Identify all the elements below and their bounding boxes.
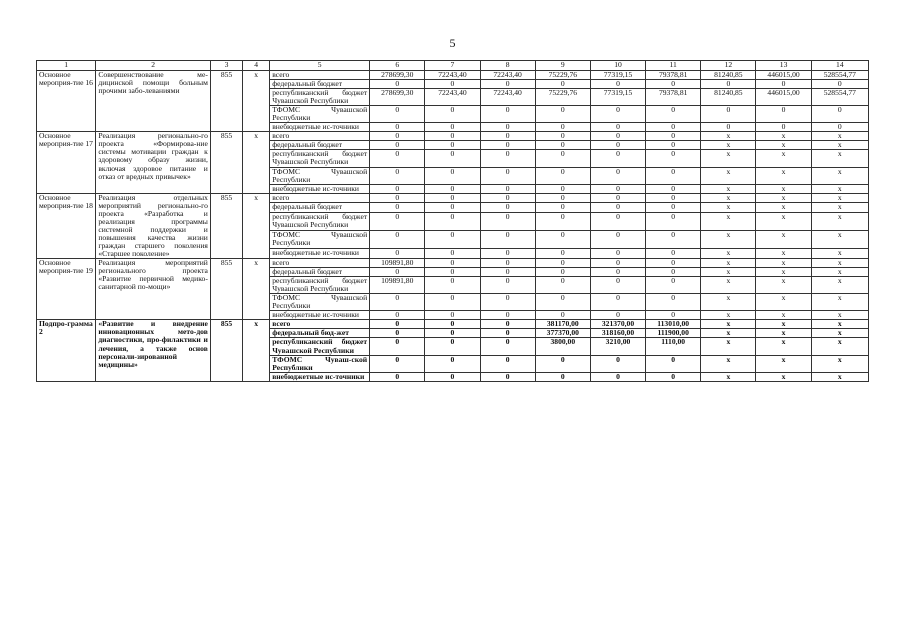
x-mark-cell: х (243, 71, 270, 132)
amount-cell: х (756, 311, 811, 320)
column-number-cell: 5 (270, 61, 370, 71)
amount-cell: 0 (590, 193, 645, 203)
amount-cell: 0 (370, 106, 425, 123)
funding-source-cell: всего (270, 320, 370, 329)
amount-cell: 0 (646, 311, 701, 320)
amount-cell: 0 (425, 277, 480, 294)
amount-cell: 318160,00 (590, 329, 645, 338)
amount-cell: х (811, 231, 868, 249)
amount-cell: х (756, 249, 811, 259)
amount-cell: 0 (756, 123, 811, 132)
column-number-cell: 14 (811, 61, 868, 71)
amount-cell: х (756, 184, 811, 193)
amount-cell: 0 (370, 212, 425, 230)
amount-cell: х (756, 329, 811, 338)
amount-cell: 0 (370, 338, 425, 355)
amount-cell: 0 (370, 355, 425, 372)
amount-cell: х (756, 355, 811, 372)
amount-cell: х (811, 249, 868, 259)
amount-cell: 0 (480, 150, 535, 167)
amount-cell: 0 (370, 294, 425, 311)
amount-cell: 0 (370, 193, 425, 203)
funding-source-cell: федеральный бюджет (270, 203, 370, 213)
amount-cell: х (811, 184, 868, 193)
amount-cell: 0 (590, 203, 645, 213)
amount-cell: х (756, 203, 811, 213)
amount-cell: 377370,00 (535, 329, 590, 338)
event-title-cell: Реализация регионально-го проекта «Формирова-ние системы мотивации граждан к здоровому образу жизни, включая здоровое питание и отказ от вредных привычек» (96, 132, 211, 193)
amount-cell: 0 (590, 268, 645, 277)
amount-cell: 0 (590, 311, 645, 320)
amount-cell: х (701, 141, 756, 150)
amount-cell: х (701, 294, 756, 311)
amount-cell: 0 (480, 212, 535, 230)
amount-cell: 0 (370, 249, 425, 259)
x-mark-cell: х (243, 132, 270, 193)
amount-cell: 0 (701, 80, 756, 89)
grbs-code-cell: 855 (210, 71, 242, 132)
amount-cell: 0 (646, 132, 701, 141)
amount-cell: 0 (370, 329, 425, 338)
amount-cell: 0 (425, 311, 480, 320)
amount-cell: 0 (425, 150, 480, 167)
funding-source-cell: внебюджетные ис-точники (270, 249, 370, 259)
amount-cell: 0 (535, 212, 590, 230)
amount-cell: х (701, 277, 756, 294)
amount-cell: 0 (535, 355, 590, 372)
amount-cell: х (701, 259, 756, 268)
funding-source-cell: внебюджетные ис-точники (270, 311, 370, 320)
amount-cell: 0 (646, 231, 701, 249)
grbs-code-cell: 855 (210, 193, 242, 258)
event-code-cell: Основное мероприя-тие 19 (37, 259, 96, 320)
amount-cell: 0 (590, 150, 645, 167)
column-number-header (37, 61, 869, 71)
funding-source-cell: ТФОМС Чуваш-ской Республики (270, 355, 370, 372)
funding-source-cell: внебюджетные ис-точники (270, 372, 370, 381)
amount-cell: х (701, 329, 756, 338)
amount-cell: 0 (756, 106, 811, 123)
table-row (37, 71, 869, 80)
amount-cell: 0 (811, 80, 868, 89)
amount-cell: 3210,00 (590, 338, 645, 355)
amount-cell: х (811, 141, 868, 150)
funding-source-cell: ТФОМС Чувашской Республики (270, 231, 370, 249)
amount-cell: 0 (480, 193, 535, 203)
amount-cell: х (701, 355, 756, 372)
amount-cell: х (756, 193, 811, 203)
grbs-code-cell: 855 (210, 132, 242, 193)
column-number-cell: 11 (646, 61, 701, 71)
amount-cell: х (811, 193, 868, 203)
amount-cell: 0 (590, 294, 645, 311)
event-code-cell: Подпро-грамма 2 (37, 320, 96, 381)
amount-cell: 0 (425, 231, 480, 249)
column-number-cell: 9 (535, 61, 590, 71)
amount-cell: х (811, 167, 868, 184)
amount-cell: 0 (370, 184, 425, 193)
amount-cell: 0 (425, 203, 480, 213)
amount-cell: 0 (701, 123, 756, 132)
amount-cell: 446015,00 (756, 71, 811, 80)
amount-cell: х (756, 294, 811, 311)
column-number-cell: 8 (480, 61, 535, 71)
amount-cell: 0 (425, 167, 480, 184)
amount-cell: 0 (535, 80, 590, 89)
table-row (37, 320, 869, 329)
amount-cell: х (811, 372, 868, 381)
amount-cell: 0 (480, 203, 535, 213)
amount-cell: х (756, 231, 811, 249)
amount-cell: 0 (646, 167, 701, 184)
event-title-cell: Реализация отдельных мероприятий регионально-го проекта «Разработка и реализация программы системной поддержки и повышения качества жизни граждан старшего поколения «Старшее поколение» (96, 193, 211, 258)
event-title-cell: Совершенствование ме-дицинской помощи больным прочими забо-леваниями (96, 71, 211, 132)
column-number-cell: 3 (210, 61, 242, 71)
amount-cell: 0 (535, 123, 590, 132)
amount-cell: 528554,77 (811, 89, 868, 106)
amount-cell: 0 (480, 167, 535, 184)
grbs-code-cell: 855 (210, 320, 242, 381)
amount-cell: х (811, 338, 868, 355)
amount-cell: 0 (646, 80, 701, 89)
column-number-cell: 12 (701, 61, 756, 71)
amount-cell: 0 (535, 311, 590, 320)
amount-cell: 72243,40 (425, 71, 480, 80)
amount-cell: х (701, 231, 756, 249)
amount-cell: 0 (480, 311, 535, 320)
amount-cell: 72243,40 (480, 71, 535, 80)
amount-cell: х (811, 320, 868, 329)
amount-cell: 0 (535, 203, 590, 213)
amount-cell: 0 (370, 167, 425, 184)
amount-cell: 0 (535, 372, 590, 381)
amount-cell: 0 (646, 212, 701, 230)
page-number: 5 (449, 36, 456, 50)
amount-cell: х (756, 277, 811, 294)
amount-cell: 0 (480, 277, 535, 294)
amount-cell: 0 (535, 277, 590, 294)
funding-source-cell: всего (270, 193, 370, 203)
amount-cell: 0 (646, 106, 701, 123)
amount-cell: х (756, 167, 811, 184)
amount-cell: 0 (480, 141, 535, 150)
amount-cell: 0 (646, 193, 701, 203)
amount-cell: х (811, 277, 868, 294)
amount-cell: 381170,00 (535, 320, 590, 329)
amount-cell: 1110,00 (646, 338, 701, 355)
amount-cell: 0 (811, 123, 868, 132)
amount-cell: х (756, 268, 811, 277)
amount-cell: х (756, 320, 811, 329)
event-code-cell: Основное мероприя-тие 16 (37, 71, 96, 132)
funding-source-cell: федеральный бюджет (270, 268, 370, 277)
amount-cell: 0 (480, 338, 535, 355)
amount-cell: 0 (590, 123, 645, 132)
amount-cell: х (756, 212, 811, 230)
amount-cell: 77319,15 (590, 89, 645, 106)
amount-cell: х (701, 372, 756, 381)
funding-source-cell: федеральный бюд-жет (270, 329, 370, 338)
amount-cell: х (701, 184, 756, 193)
amount-cell: 0 (646, 150, 701, 167)
amount-cell: 0 (480, 294, 535, 311)
funding-source-cell: внебюджетные ис-точники (270, 184, 370, 193)
amount-cell: 0 (590, 141, 645, 150)
amount-cell: х (811, 150, 868, 167)
amount-cell: 0 (480, 355, 535, 372)
amount-cell: 0 (370, 231, 425, 249)
amount-cell: 0 (480, 268, 535, 277)
amount-cell: 0 (370, 123, 425, 132)
amount-cell: 0 (425, 132, 480, 141)
x-mark-cell: х (243, 193, 270, 258)
amount-cell: 0 (590, 372, 645, 381)
amount-cell: х (701, 132, 756, 141)
event-code-cell: Основное мероприя-тие 17 (37, 132, 96, 193)
amount-cell: 72243,40 (425, 89, 480, 106)
amount-cell: х (811, 203, 868, 213)
amount-cell: 446015,00 (756, 89, 811, 106)
amount-cell: 0 (480, 320, 535, 329)
amount-cell: 0 (756, 80, 811, 89)
column-number-cell: 1 (37, 61, 96, 71)
funding-source-cell: республиканский бюджет Чувашской Республики (270, 212, 370, 230)
amount-cell: 0 (811, 106, 868, 123)
amount-cell: 0 (646, 184, 701, 193)
amount-cell: 0 (425, 355, 480, 372)
amount-cell: 0 (425, 320, 480, 329)
amount-cell: 0 (590, 106, 645, 123)
amount-cell: 75229,76 (535, 89, 590, 106)
amount-cell: 79378,81 (646, 89, 701, 106)
amount-cell: 0 (370, 203, 425, 213)
amount-cell: 79378,81 (646, 71, 701, 80)
table-row (37, 193, 869, 203)
funding-source-cell: республиканский бюджет Чувашской Республики (270, 150, 370, 167)
amount-cell: 3800,00 (535, 338, 590, 355)
amount-cell: 75229,76 (535, 71, 590, 80)
funding-source-cell: ТФОМС Чувашской Республики (270, 106, 370, 123)
amount-cell: 0 (425, 184, 480, 193)
amount-cell: х (811, 132, 868, 141)
amount-cell: 0 (590, 80, 645, 89)
funding-source-cell: ТФОМС Чувашской Республики (270, 167, 370, 184)
amount-cell: 81240,85 (701, 89, 756, 106)
amount-cell: 0 (590, 259, 645, 268)
amount-cell: х (756, 132, 811, 141)
amount-cell: х (811, 268, 868, 277)
amount-cell: 0 (480, 259, 535, 268)
amount-cell: х (756, 141, 811, 150)
amount-cell: 0 (425, 106, 480, 123)
funding-source-cell: внебюджетные ис-точники (270, 123, 370, 132)
amount-cell: 0 (425, 329, 480, 338)
amount-cell: х (811, 294, 868, 311)
amount-cell: 0 (535, 231, 590, 249)
amount-cell: 0 (480, 249, 535, 259)
amount-cell: 0 (590, 231, 645, 249)
amount-cell: 111900,00 (646, 329, 701, 338)
x-mark-cell: х (243, 320, 270, 381)
amount-cell: 528554,77 (811, 71, 868, 80)
amount-cell: х (701, 311, 756, 320)
amount-cell: 0 (535, 259, 590, 268)
amount-cell: 0 (590, 184, 645, 193)
amount-cell: 0 (480, 80, 535, 89)
funding-source-cell: всего (270, 132, 370, 141)
funding-source-cell: республиканский бюджет Чувашской Республики (270, 89, 370, 106)
amount-cell: 0 (425, 193, 480, 203)
amount-cell: х (701, 338, 756, 355)
amount-cell: х (701, 212, 756, 230)
event-title-cell: «Развитие и внедрение инновационных мето-дов диагностики, про-филактики и лечения, а также основ персонали-зированной медицины» (96, 320, 211, 381)
amount-cell: 0 (535, 141, 590, 150)
amount-cell: х (701, 249, 756, 259)
amount-cell: 0 (701, 106, 756, 123)
amount-cell: 0 (535, 193, 590, 203)
amount-cell: 0 (425, 80, 480, 89)
amount-cell: х (756, 150, 811, 167)
amount-cell: 0 (370, 132, 425, 141)
amount-cell: 0 (646, 259, 701, 268)
amount-cell: х (811, 355, 868, 372)
amount-cell: 77319,15 (590, 71, 645, 80)
amount-cell: 0 (535, 294, 590, 311)
column-number-cell: 10 (590, 61, 645, 71)
funding-source-cell: федеральный бюджет (270, 141, 370, 150)
amount-cell: 113010,00 (646, 320, 701, 329)
funding-source-cell: республиканский бюджет Чувашской Республики (270, 338, 370, 355)
amount-cell: 0 (425, 212, 480, 230)
amount-cell: 0 (535, 268, 590, 277)
column-number-cell: 2 (96, 61, 211, 71)
amount-cell: 0 (480, 231, 535, 249)
amount-cell: х (701, 203, 756, 213)
amount-cell: 0 (370, 268, 425, 277)
amount-cell: 0 (370, 311, 425, 320)
amount-cell: 0 (646, 123, 701, 132)
amount-cell: х (701, 268, 756, 277)
amount-cell: 321370,00 (590, 320, 645, 329)
amount-cell: 0 (425, 259, 480, 268)
amount-cell: х (811, 311, 868, 320)
amount-cell: 0 (535, 167, 590, 184)
amount-cell: 0 (646, 268, 701, 277)
amount-cell: 0 (590, 249, 645, 259)
amount-cell: 0 (535, 150, 590, 167)
amount-cell: 0 (480, 329, 535, 338)
amount-cell: 0 (425, 338, 480, 355)
amount-cell: 109891,80 (370, 259, 425, 268)
amount-cell: 0 (590, 212, 645, 230)
amount-cell: х (811, 259, 868, 268)
amount-cell: 0 (646, 355, 701, 372)
event-title-cell: Реализация мероприятий регионального проекта «Развитие первичной медико-санитарной по-мощи» (96, 259, 211, 320)
amount-cell: 0 (370, 141, 425, 150)
amount-cell: х (701, 150, 756, 167)
amount-cell: 0 (646, 294, 701, 311)
x-mark-cell: х (243, 259, 270, 320)
amount-cell: 0 (646, 372, 701, 381)
amount-cell: х (756, 338, 811, 355)
amount-cell: 0 (480, 132, 535, 141)
table-row (37, 259, 869, 268)
amount-cell: 0 (646, 249, 701, 259)
column-number-cell: 7 (425, 61, 480, 71)
amount-cell: 0 (425, 372, 480, 381)
table-row (37, 132, 869, 141)
amount-cell: 0 (425, 249, 480, 259)
amount-cell: х (756, 259, 811, 268)
column-number-cell: 6 (370, 61, 425, 71)
amount-cell: 0 (480, 123, 535, 132)
funding-source-cell: республиканский бюджет Чувашской Республики (270, 277, 370, 294)
amount-cell: х (811, 329, 868, 338)
funding-source-cell: всего (270, 259, 370, 268)
amount-cell: 0 (425, 123, 480, 132)
amount-cell: 0 (535, 184, 590, 193)
amount-cell: 0 (370, 320, 425, 329)
amount-cell: 0 (535, 249, 590, 259)
funding-source-cell: ТФОМС Чувашской Республики (270, 294, 370, 311)
amount-cell: 0 (590, 355, 645, 372)
amount-cell: х (756, 372, 811, 381)
amount-cell: 0 (370, 372, 425, 381)
amount-cell: 0 (590, 277, 645, 294)
amount-cell: х (811, 212, 868, 230)
amount-cell: х (701, 193, 756, 203)
amount-cell: 109891,80 (370, 277, 425, 294)
column-number-cell: 13 (756, 61, 811, 71)
amount-cell: 72243,40 (480, 89, 535, 106)
amount-cell: 0 (425, 268, 480, 277)
amount-cell: 0 (646, 277, 701, 294)
amount-cell: 0 (480, 106, 535, 123)
column-number-cell: 4 (243, 61, 270, 71)
amount-cell: 0 (425, 294, 480, 311)
amount-cell: х (701, 320, 756, 329)
amount-cell: 0 (370, 80, 425, 89)
amount-cell: 0 (590, 132, 645, 141)
event-code-cell: Основное мероприя-тие 18 (37, 193, 96, 258)
amount-cell: 0 (480, 184, 535, 193)
budget-table (36, 60, 869, 382)
amount-cell: 278699,30 (370, 71, 425, 80)
amount-cell: 0 (370, 150, 425, 167)
amount-cell: 278699,30 (370, 89, 425, 106)
amount-cell: 0 (646, 203, 701, 213)
grbs-code-cell: 855 (210, 259, 242, 320)
funding-source-cell: федеральный бюджет (270, 80, 370, 89)
funding-source-cell: всего (270, 71, 370, 80)
amount-cell: 0 (480, 372, 535, 381)
amount-cell: 0 (535, 106, 590, 123)
amount-cell: 81240,85 (701, 71, 756, 80)
amount-cell: 0 (425, 141, 480, 150)
amount-cell: 0 (646, 141, 701, 150)
amount-cell: х (701, 167, 756, 184)
amount-cell: 0 (590, 167, 645, 184)
amount-cell: 0 (535, 132, 590, 141)
